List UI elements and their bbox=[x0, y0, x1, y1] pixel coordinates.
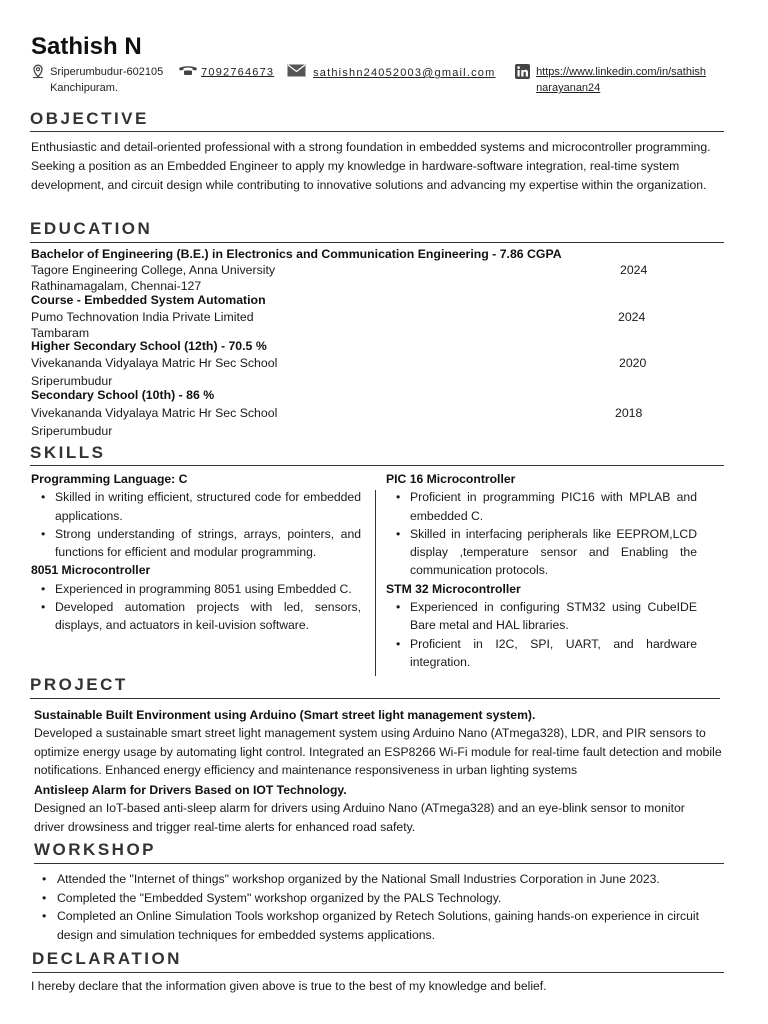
workshop-list bbox=[34, 870, 724, 944]
project-heading: PROJECT bbox=[30, 675, 128, 694]
education-degree: Higher Secondary School (12th) - 70.5 % bbox=[31, 339, 267, 353]
education-degree: Bachelor of Engineering (B.E.) in Electronics and Communication Engineering - 7.86 CGPA bbox=[31, 247, 562, 261]
project-divider bbox=[30, 698, 720, 699]
linkedin-link[interactable]: https://www.linkedin.com/in/sathish narayanan24 bbox=[536, 66, 707, 94]
education-year: 2020 bbox=[619, 356, 647, 370]
declaration-text: I hereby declare that the information given above is true to the best of my knowledge and belief. bbox=[31, 979, 547, 993]
linkedin-icon bbox=[515, 64, 530, 84]
mail-icon bbox=[287, 64, 306, 82]
education-degree: Course - Embedded System Automation bbox=[31, 293, 266, 307]
contact-phone bbox=[178, 64, 274, 81]
phone-icon bbox=[178, 64, 198, 81]
skill-bullet: • Skilled in interfacing peripherals like EEPROM,LCD display ,temperature sensor and Enabling the communication protocols. bbox=[386, 525, 697, 580]
education-degree: Secondary School (10th) - 86 % bbox=[31, 388, 215, 402]
skill-bullet: • Developed automation projects with led, sensors, displays, and actuators in keil-uvision software. bbox=[31, 598, 361, 635]
education-item bbox=[31, 387, 721, 439]
contact-linkedin bbox=[515, 64, 741, 96]
project-item bbox=[34, 706, 734, 779]
education-divider bbox=[30, 242, 724, 243]
declaration-divider bbox=[32, 972, 724, 973]
workshop-item: • Completed the "Embedded System" workshop organized by the PALS Technology. bbox=[34, 889, 724, 908]
skill-bullet: • Skilled in writing efficient, structured code for embedded applications. bbox=[31, 488, 361, 525]
objective-text: Enthusiastic and detail-oriented professional with a strong foundation in embedded systems and microcontroller programming. Seeking a position as an Embedded Engineer to apply my knowledge in hardware-software integration, real-time system development, and circuit design while contributing to innovative solutions and advancing my expertise within the organization. bbox=[31, 140, 711, 192]
workshop-item: • Completed an Online Simulation Tools workshop organized by Retech Solutions, gaining hands-on experience in circuit design and simulation techniques for embedded systems applications. bbox=[34, 907, 724, 944]
project-description: Designed an IoT-based anti-sleep alarm for drivers using Arduino Nano (ATmega328) and an eye-blink sensor to monitor driver drowsiness and trigger real-time alerts for enhanced road safety. bbox=[34, 801, 685, 834]
education-location: Sriperumbudur bbox=[31, 374, 113, 388]
objective-divider bbox=[30, 131, 724, 132]
education-institution: Vivekananda Vidyalaya Matric Hr Sec School bbox=[31, 406, 278, 420]
skills-left-column bbox=[31, 470, 361, 635]
skill-heading: 8051 Microcontroller bbox=[31, 563, 151, 578]
skill-heading: STM 32 Microcontroller bbox=[386, 581, 521, 596]
skill-bullet: • Proficient in I2C, SPI, UART, and hardware integration. bbox=[386, 635, 697, 672]
email-link[interactable]: sathishn24052003@gmail.com bbox=[313, 66, 496, 79]
education-location: Tambaram bbox=[31, 326, 90, 340]
education-institution: Pumo Technovation India Private Limited bbox=[31, 310, 254, 324]
workshop-item: • Attended the "Internet of things" workshop organized by the National Small Industries Corporation in June 2023. bbox=[34, 870, 724, 889]
location-line-1: Sriperumbudur-602105 bbox=[50, 66, 164, 78]
education-location: Rathinamagalam, Chennai-127 bbox=[31, 279, 202, 293]
phone-number[interactable]: 7092764673 bbox=[201, 66, 275, 79]
objective-heading: OBJECTIVE bbox=[30, 109, 149, 128]
education-institution: Vivekananda Vidyalaya Matric Hr Sec School bbox=[31, 356, 278, 370]
skill-heading: Programming Language: C bbox=[31, 472, 188, 486]
skill-bullet: • Proficient in programming PIC16 with MPLAB and embedded C. bbox=[386, 488, 697, 525]
skill-heading: PIC 16 Microcontroller bbox=[386, 472, 516, 486]
location-line-2: Kanchipuram. bbox=[50, 82, 118, 94]
education-heading: EDUCATION bbox=[30, 219, 153, 238]
education-location: Sriperumbudur bbox=[31, 424, 113, 438]
workshop-heading: WORKSHOP bbox=[34, 840, 156, 859]
project-title: Sustainable Built Environment using Arduino (Smart street light management system). bbox=[34, 708, 536, 722]
skill-bullet: • Strong understanding of strings, arrays, pointers, and functions for efficient and modular programming. bbox=[31, 525, 361, 562]
education-institution: Tagore Engineering College, Anna University bbox=[31, 263, 276, 277]
location-pin-icon bbox=[31, 64, 45, 84]
education-year: 2018 bbox=[615, 406, 643, 420]
project-title: Antisleep Alarm for Drivers Based on IOT Technology. bbox=[34, 783, 347, 797]
skill-bullet: • Experienced in configuring STM32 using CubeIDE Bare metal and HAL libraries. bbox=[386, 598, 697, 635]
education-year: 2024 bbox=[618, 310, 646, 324]
skills-heading: SKILLS bbox=[30, 443, 106, 462]
contact-email bbox=[287, 64, 495, 82]
skill-bullet: • Experienced in programming 8051 using Embedded C. bbox=[31, 580, 361, 598]
education-item bbox=[31, 246, 721, 294]
education-item bbox=[31, 338, 721, 389]
candidate-name: Sathish N bbox=[31, 33, 142, 60]
education-year: 2024 bbox=[620, 263, 648, 277]
skills-divider bbox=[30, 465, 724, 466]
workshop-divider bbox=[34, 863, 724, 864]
declaration-heading: DECLARATION bbox=[32, 949, 182, 968]
project-description: Developed a sustainable smart street light management system using Arduino Nano (ATmega328), LDR, and PIR sensors to optimize energy usage by automating light control. Integrated an ESP8266 Wi-Fi module for real-time fault detection and mobile notifications. Enhanced energy efficiency and maintenance responsiveness in urban lighting systems bbox=[34, 726, 722, 777]
contact-location bbox=[31, 64, 163, 96]
skills-right-column bbox=[386, 470, 697, 671]
project-item bbox=[34, 781, 694, 836]
education-item bbox=[31, 292, 721, 341]
skills-column-divider bbox=[375, 490, 376, 676]
